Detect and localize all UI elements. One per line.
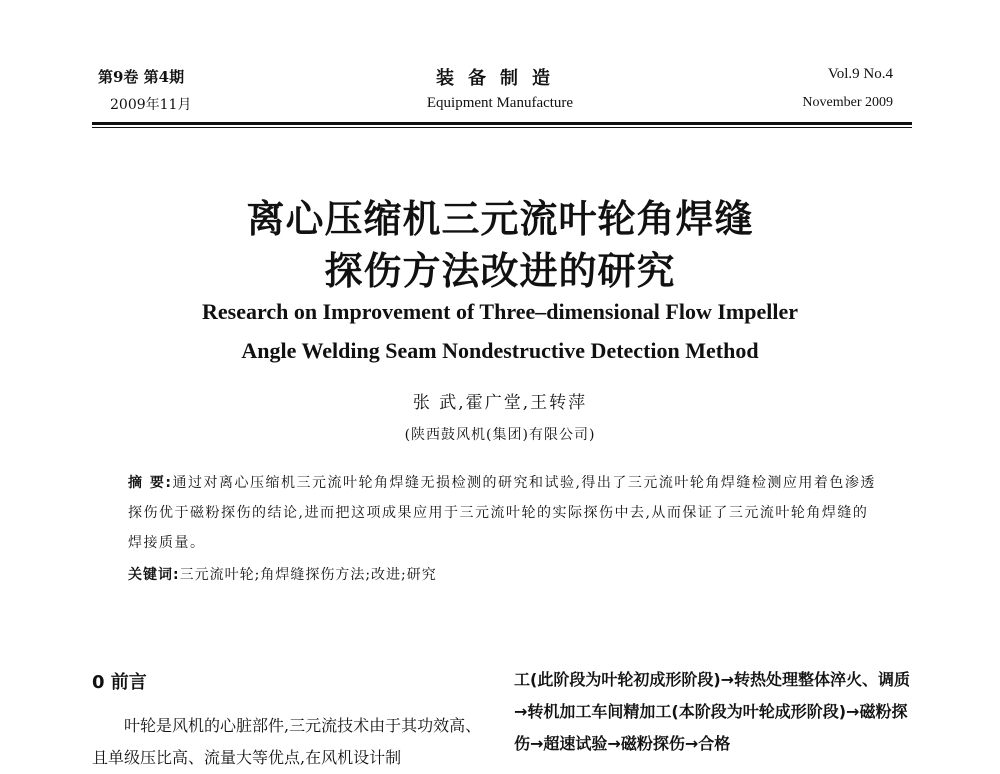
keywords-text: 三元流叶轮;角焊缝探伤方法;改进;研究 (179, 567, 437, 583)
abstract-label: 摘 要: (128, 475, 173, 491)
section-heading: 0 前言 (92, 672, 147, 693)
paper-title-en-line2: Angle Welding Seam Nondestructive Detection Method (241, 338, 759, 363)
paper-title-cn-line1: 离心压缩机三元流叶轮角焊缝 (246, 197, 754, 241)
volume-issue-cn: 第9卷 第4期 (98, 68, 185, 86)
journal-title-cn: 装备制造 (436, 68, 564, 89)
date-cn: 2009年11月 (110, 97, 192, 113)
abstract (128, 468, 880, 558)
journal-title-en: Equipment Manufacture (426, 95, 574, 111)
header-rule-thin (92, 127, 912, 128)
keywords (128, 564, 880, 584)
volume-issue-en: Vol.9 No.4 (827, 66, 893, 82)
authors: 张 武,霍广堂,王转萍 (412, 393, 588, 413)
left-column-text: 叶轮是风机的心脏部件,三元流技术由于其功效高、且单级压比高、流量大等优点,在风机设计制 (92, 716, 482, 767)
header-rule-thick (92, 122, 912, 125)
keywords-label: 关键词: (128, 567, 180, 583)
right-column-text: 工(此阶段为叶轮初成形阶段)→转热处理整体淬火、调质→转机加工车间精加工(本阶段为叶轮成形阶段)→磁粉探伤→超速试验→磁粉探伤→合格 (514, 670, 911, 753)
paper-title-en-line1: Research on Improvement of Three–dimensional Flow Impeller (202, 299, 798, 324)
date-en: November 2009 (802, 95, 893, 110)
abstract-text: 通过对离心压缩机三元流叶轮角焊缝无损检测的研究和试验,得出了三元流叶轮角焊缝检测应用着色渗透探伤优于磁粉探伤的结论,进而把这项成果应用于三元流叶轮的实际探伤中去,从而保证了三元流叶轮角焊缝的焊接质量。 (128, 475, 876, 551)
paper-title-cn-line2: 探伤方法改进的研究 (324, 249, 676, 293)
affiliation: (陕西鼓风机(集团)有限公司) (404, 427, 596, 443)
